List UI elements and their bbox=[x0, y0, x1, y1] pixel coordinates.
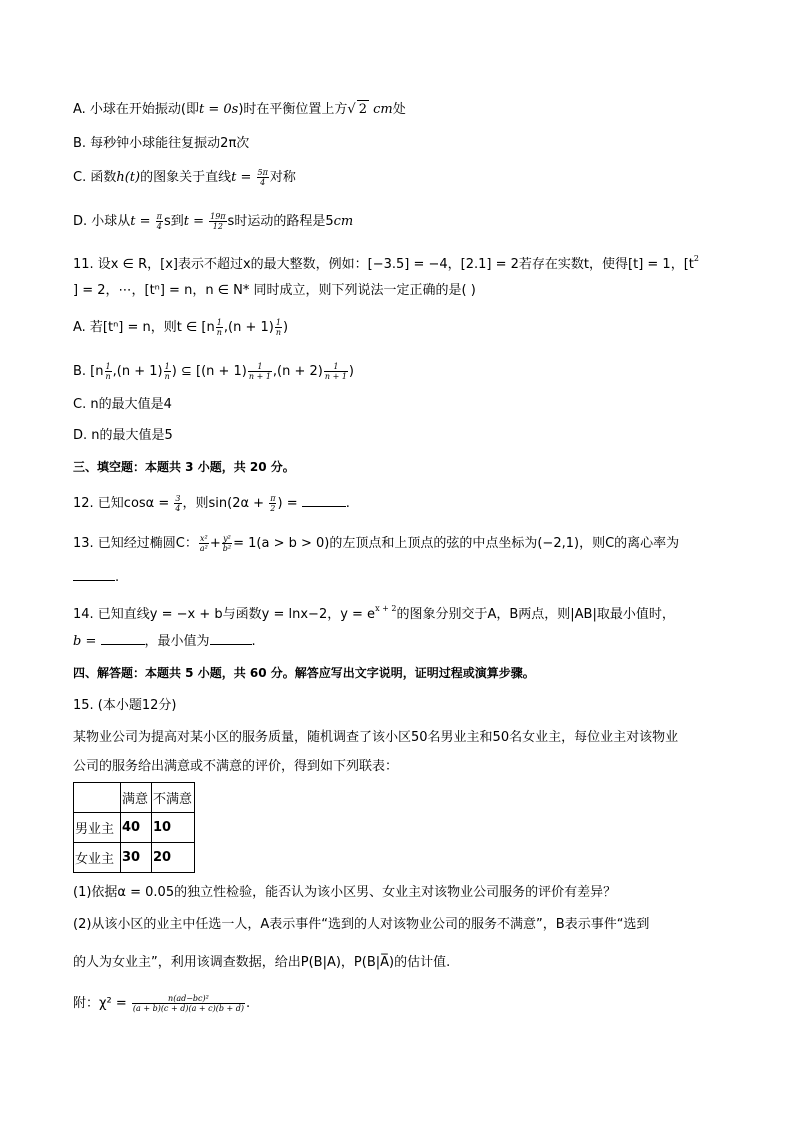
q10-option-b: B. 每秒钟小球能往复振动2π次 bbox=[73, 136, 250, 151]
q11-a-exp2-den: n bbox=[275, 328, 282, 337]
q11-b-exp3-num: 1 bbox=[248, 362, 272, 372]
q11-a-exp1-den: n bbox=[216, 328, 222, 337]
q13-plus: + bbox=[209, 536, 221, 551]
q10-a-sqrt: 2 bbox=[358, 102, 367, 117]
q11-option-b bbox=[73, 362, 354, 381]
q10-d-pre: D. 小球从 bbox=[73, 214, 131, 229]
q12-mid: ，则sin(2α + bbox=[182, 496, 265, 511]
chi-square-fraction bbox=[132, 994, 245, 1013]
formula-lhs: 附：χ² = bbox=[73, 996, 127, 1011]
q13-x-den: a² bbox=[199, 544, 208, 553]
q10-c-frac-num: 5π bbox=[257, 168, 268, 177]
q14-line2 bbox=[73, 632, 256, 651]
q15-part2-line2: 的人为女业主”，利用该调查数据，给出P(B|A)，P(B|A̅)的估计值. bbox=[73, 955, 451, 970]
q15-stem-line2: 公司的服务给出满意或不满意的评价，得到如下列联表： bbox=[73, 759, 399, 774]
q12-post: ) = bbox=[277, 496, 298, 511]
q13-post: = 1(a > b > 0)的左顶点和上顶点的弦的中点坐标为(−2,1)，则C的离心率为 bbox=[233, 536, 680, 551]
q15-title: 15. (本小题12分) bbox=[73, 698, 177, 713]
q11-b-exp2-num: 1 bbox=[164, 362, 170, 371]
q11-b-mid2: ) ⊆ [(n + 1) bbox=[171, 364, 247, 379]
q10-c-post: 对称 bbox=[269, 170, 296, 185]
q15-appendix-formula bbox=[73, 994, 250, 1013]
sqrt-symbol: √ bbox=[347, 102, 356, 117]
table-cell: 女业主 bbox=[74, 843, 121, 873]
q11-a-exp2-num: 1 bbox=[275, 318, 281, 327]
q10-a-text: A. 小球在开始振动(即 bbox=[73, 102, 200, 117]
q14-pre: 14. 已知直线y = −x + b与函数y = lnx−2，y = e bbox=[73, 607, 376, 622]
q10-d-f2-num: 19π bbox=[210, 212, 226, 221]
q11-b-pre: B. [n bbox=[73, 364, 104, 379]
q11-option-a bbox=[73, 318, 288, 337]
section-4-heading: 四、解答题：本题共 5 小题，共 60 分。解答应写出文字说明，证明过程或演算步骤。 bbox=[73, 666, 535, 680]
q10-c-mid: 的图象关于直线 bbox=[140, 170, 232, 185]
q11-b-exp1 bbox=[105, 362, 112, 381]
q14-line1 bbox=[73, 600, 675, 624]
q13-y-num: y² bbox=[223, 534, 231, 543]
q14-b-label: b = bbox=[73, 634, 97, 649]
q14-mid: ，最小值为 bbox=[144, 634, 210, 649]
q13-line1 bbox=[73, 534, 679, 553]
q12-f2-num: π bbox=[270, 494, 276, 503]
q14-sup: x + 2 bbox=[375, 604, 397, 613]
q11-b-exp2 bbox=[164, 362, 171, 381]
q10-option-d bbox=[73, 212, 353, 231]
q10-c-fraction bbox=[257, 168, 269, 187]
q10-d-f1-den: 4 bbox=[156, 222, 162, 231]
q11-b-exp2-den: n bbox=[164, 372, 170, 381]
q10-a-mid: )时在平衡位置上方 bbox=[238, 102, 348, 117]
q11-b-exp4-num: 1 bbox=[324, 362, 348, 372]
q10-c-frac-den: 4 bbox=[260, 178, 266, 187]
q12-fraction-2 bbox=[269, 494, 276, 513]
q10-d-unit: cm bbox=[333, 214, 354, 229]
q12-f1-den: 4 bbox=[175, 504, 181, 513]
q11-b-exp1-den: n bbox=[105, 372, 111, 381]
q11-stem-line1 bbox=[73, 250, 699, 274]
q11-a-pre: A. 若[tⁿ] = n，则t ∈ [n bbox=[73, 320, 215, 335]
q11-b-exp3 bbox=[248, 362, 272, 381]
table-cell: 20 bbox=[152, 843, 195, 873]
q10-d-fraction-2 bbox=[209, 212, 226, 231]
q14-min-answer-blank[interactable] bbox=[210, 632, 252, 645]
q14-end: . bbox=[251, 634, 256, 649]
q10-a-post: 处 bbox=[392, 102, 406, 117]
q11-option-c: C. n的最大值是4 bbox=[73, 397, 172, 412]
q10-d-f2-den: 12 bbox=[212, 222, 223, 231]
table-cell: 30 bbox=[121, 843, 152, 873]
q11-b-mid: ,(n + 1) bbox=[112, 364, 163, 379]
q11-line1-sup: 2 bbox=[693, 254, 699, 263]
q11-a-exp1 bbox=[216, 318, 223, 337]
q12-f1-num: 3 bbox=[175, 494, 181, 503]
q11-b-end: ) bbox=[348, 364, 354, 379]
table-row bbox=[74, 813, 195, 843]
q11-stem-line2: ] = 2，⋯，[tⁿ] = n，n ∈ N* 同时成立，则下列说法一定正确的是( ) bbox=[73, 283, 476, 298]
q10-d-fraction-1 bbox=[156, 212, 163, 231]
q11-b-exp4 bbox=[324, 362, 348, 381]
q10-a-t0: t = 0s bbox=[199, 102, 239, 117]
q11-line1-text: 11. 设x ∈ R，[x]表示不超过x的最大整数，例如：[−3.5] = −4，[2.1] = 2若存在实数t，使得[t] = 1，[t bbox=[73, 257, 694, 272]
q13-line2 bbox=[73, 568, 119, 587]
q10-d-t1: t = bbox=[130, 214, 151, 229]
q11-b-exp1-num: 1 bbox=[105, 362, 111, 371]
q13-y-fraction bbox=[222, 534, 232, 553]
q10-option-a bbox=[73, 100, 406, 119]
q10-d-mid2: s时运动的路程是5 bbox=[227, 214, 334, 229]
q15-part1: (1)依据α = 0.05的独立性检验，能否认为该小区男、女业主对该物业公司服务的评价有差异？ bbox=[73, 885, 617, 900]
q11-b-exp4-den: n + 1 bbox=[324, 372, 347, 381]
q11-b-mid3: ,(n + 2) bbox=[272, 364, 323, 379]
table-cell: 40 bbox=[121, 813, 152, 843]
q11-a-exp1-num: 1 bbox=[216, 318, 222, 327]
q10-c-t: t = bbox=[231, 170, 252, 185]
table-header-cell bbox=[74, 783, 121, 813]
q12-end: . bbox=[345, 496, 350, 511]
q10-c-pre: C. 函数 bbox=[73, 170, 117, 185]
table-header-cell: 不满意 bbox=[152, 783, 195, 813]
q10-c-h: h(t) bbox=[116, 170, 141, 185]
q13-pre: 13. 已知经过椭圆C： bbox=[73, 536, 198, 551]
table-header-row bbox=[74, 783, 195, 813]
q15-part2-line1: (2)从该小区的业主中任选一人，A表示事件“选到的人对该物业公司的服务不满意”，B表示事件“选到 bbox=[73, 917, 650, 932]
q12 bbox=[73, 494, 350, 513]
q11-option-d: D. n的最大值是5 bbox=[73, 428, 173, 443]
q11-a-mid: ,(n + 1) bbox=[223, 320, 274, 335]
q12-pre: 12. 已知cosα = bbox=[73, 496, 170, 511]
q12-answer-blank[interactable] bbox=[302, 494, 346, 507]
q13-answer-blank[interactable] bbox=[73, 568, 115, 581]
q12-fraction-1 bbox=[174, 494, 181, 513]
q10-option-c bbox=[73, 168, 296, 187]
q11-a-end: ) bbox=[283, 320, 289, 335]
contingency-table bbox=[73, 782, 195, 873]
q14-post: 的图象分别交于A，B两点，则|AB|取最小值时， bbox=[396, 607, 675, 622]
table-row bbox=[74, 843, 195, 873]
q15-stem-line1: 某物业公司为提高对某小区的服务质量，随机调查了该小区50名男业主和50名女业主，每位业主对该物业 bbox=[73, 730, 679, 745]
q11-a-exp2 bbox=[275, 318, 282, 337]
q11-b-exp3-den: n + 1 bbox=[248, 372, 271, 381]
q10-d-f1-num: π bbox=[156, 212, 162, 221]
q10-a-unit: cm bbox=[373, 102, 393, 117]
q12-f2-den: 2 bbox=[270, 504, 276, 513]
formula-end: . bbox=[246, 996, 251, 1011]
table-header-cell: 满意 bbox=[121, 783, 152, 813]
q10-d-t2: t = bbox=[183, 214, 204, 229]
q10-d-mid1: s到 bbox=[163, 214, 184, 229]
section-3-heading: 三、填空题：本题共 3 小题，共 20 分。 bbox=[73, 460, 295, 474]
q13-end: . bbox=[115, 570, 120, 585]
q13-x-num: x² bbox=[200, 534, 208, 543]
table-cell: 男业主 bbox=[74, 813, 121, 843]
q13-x-fraction bbox=[199, 534, 209, 553]
table-cell: 10 bbox=[152, 813, 195, 843]
q14-b-answer-blank[interactable] bbox=[101, 632, 145, 645]
q13-y-den: b² bbox=[222, 544, 232, 553]
chi-square-num: n(ad−bc)² bbox=[132, 994, 245, 1004]
chi-square-den: (a + b)(c + d)(a + c)(b + d) bbox=[132, 1004, 244, 1013]
